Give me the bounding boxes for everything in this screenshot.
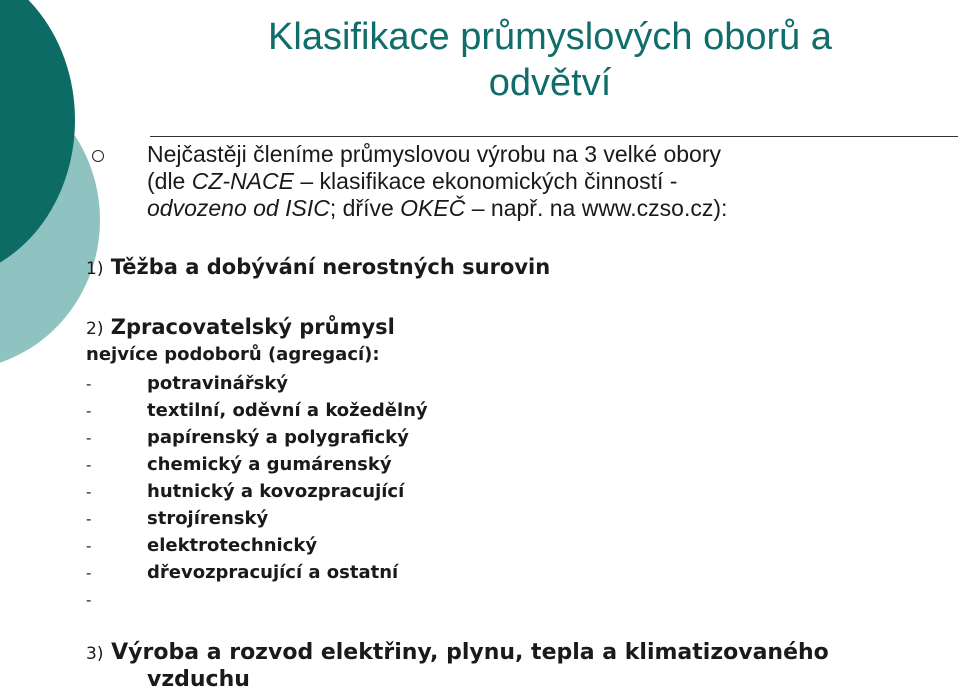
title-divider [150,136,958,137]
intro-italic: CZ-NACE [191,168,294,194]
intro-paragraph [147,141,957,222]
dash-marker: - [86,375,92,393]
list-item [86,397,428,424]
intro-text: (dle [147,168,192,194]
dash-marker: - [86,483,92,501]
title-line-1: Klasifikace průmyslových oborů a [268,16,832,58]
section-1-number: 1) [86,259,104,279]
dash-marker: - [86,456,92,474]
list-item-label: elektrotechnický [147,535,318,556]
intro-text: – klasifikace ekonomických činností - [293,168,678,194]
dash-marker: - [86,402,92,420]
section-3-label-line-1: Výroba a rozvod elektřiny, plynu, tepla a klimatizovaného [111,640,829,665]
list-item-label: hutnický a kovozpracující [147,481,405,502]
circle-bullet-icon [92,150,104,162]
list-item [86,424,428,451]
intro-italic: odvozeno od ISIC [147,195,330,221]
intro-line-2 [147,168,957,195]
section-1-label: Těžba a dobývání nerostných surovin [110,255,551,279]
list-item-label: dřevozpracující a ostatní [147,562,399,583]
list-item-label: strojírenský [147,508,269,529]
section-3 [86,640,946,692]
section-2-label: Zpracovatelský průmysl [110,315,395,339]
industry-list [86,370,428,613]
list-item-label: papírenský a polygrafický [147,427,409,448]
title-line-2: odvětví [488,62,612,104]
list-item-label: textilní, oděvní a kožedělný [147,400,428,421]
list-item [86,451,428,478]
section-3-number: 3) [86,644,104,664]
list-item [86,532,428,559]
list-item-label: potravinářský [147,373,289,394]
list-item [86,478,428,505]
list-item [86,559,428,586]
section-2-number: 2) [86,319,104,339]
intro-line-1: Nejčastěji členíme průmyslovou výrobu na 3 velké obory [147,141,721,167]
dash-marker: - [86,429,92,447]
intro-line-3 [147,195,957,222]
section-2 [86,314,395,342]
list-item [86,505,428,532]
slide-title [150,14,950,106]
section-1 [86,254,550,282]
intro-text: ; dříve [329,195,401,221]
list-item [86,586,428,613]
list-item [86,370,428,397]
dash-marker: - [86,510,92,528]
list-item-label: chemický a gumárenský [147,454,392,475]
section-2-subtitle: nejvíce podoborů (agregací): [86,344,380,365]
dash-marker: - [86,537,92,555]
dash-marker: - [86,564,92,582]
intro-text: – např. na www.czso.cz): [465,195,728,221]
dash-marker: - [86,591,92,609]
section-3-label-line-2: vzduchu [147,667,250,692]
intro-italic: OKEČ [400,195,466,221]
